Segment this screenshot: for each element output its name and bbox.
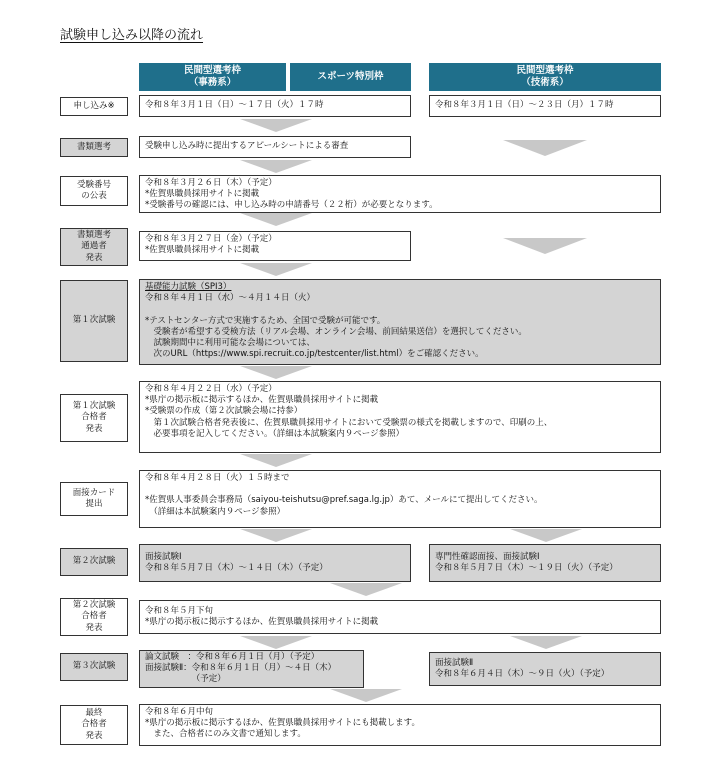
flow-arrow: [240, 454, 312, 467]
header-jimu: [139, 63, 286, 91]
label-shorui: 書類選考: [60, 138, 128, 157]
label-dai3: 第３次試験: [60, 653, 128, 681]
dai3-left-box: 論文試験 ：令和８年６月１日（月）（予定） 面接試験Ⅱ：令和８年６月１日（月）～４日（木） （予定）: [139, 650, 364, 688]
dai1-heading: 基礎能力試験（SPI3）: [145, 282, 232, 292]
mensetsu-card-box: 令和８年４月２８日（火）１５時まで *佐賀県人事委員会事務局（saiyou-teishutsu@pref.saga.lg.jp）あて、メールにて提出してください。 （詳細は本試験案内９ページ参照）: [139, 470, 661, 528]
flow-arrow: [510, 529, 582, 542]
flow-arrow: [240, 263, 312, 276]
page-title: 試験申し込み以降の流れ: [60, 28, 204, 43]
flow-arrow-gijutsu: [503, 140, 587, 156]
label-saishu: 最終 合格者 発表: [60, 705, 128, 745]
dai2-goukaku-box: 令和８年５月下旬 *県庁の掲示板に掲示するほか、佐賀県職員採用サイトに掲載: [139, 600, 661, 634]
label-dai1: 第１次試験: [60, 280, 128, 362]
flow-arrow: [240, 529, 312, 542]
dai2-left-box: 面接試験Ⅰ 令和８年５月７日（木）～１４日（木）（予定）: [139, 544, 411, 582]
header-gijutsu-line2: （技術系）: [521, 77, 569, 88]
label-shorui-tsuka: 書類選考 通過者 発表: [60, 228, 128, 266]
header-gijutsu-line1: 民間型選考枠: [516, 65, 574, 77]
dai1-body: 令和８年４月１日（水）～４月１４日（火） *テストセンター方式で実施するため、全国で受験が可能です。 受験者が希望する受検方法（リアル会場、オンライン会場、前回結果送信）を選択してください。 試験期間中に利用可能な会場については、 次のURL（https://www.spi.recruit.co.jp/testcenter/list.html）をご確認ください。: [145, 293, 527, 360]
flow-arrow-gijutsu: [503, 238, 587, 254]
juken-bangou-box: 令和８年３月２６日（木）（予定） *佐賀県職員採用サイトに掲載 *受験番号の確認には、申し込み時の申請番号（２２桁）が必要となります。: [139, 175, 661, 213]
moushikomi-left-box: 令和８年３月１日（日）～１７日（火）１７時: [139, 95, 411, 117]
flow-arrow: [240, 636, 312, 649]
moushikomi-right-box: 令和８年３月１日（日）～２３日（月）１７時: [429, 95, 661, 117]
label-mensetsu-card: 面接カード 提出: [60, 482, 128, 516]
dai3-right-box: 面接試験Ⅱ 令和８年６月４日（木）～９日（火）（予定）: [429, 652, 661, 686]
label-juken-bangou: 受験番号 の公表: [60, 176, 128, 206]
flow-arrow: [240, 119, 312, 132]
flow-arrow: [330, 689, 402, 702]
shorui-box: 受験申し込み時に提出するアピールシートによる審査: [139, 136, 411, 158]
header-sports-label: スポーツ特別枠: [317, 71, 384, 83]
flow-arrow: [510, 636, 582, 649]
flow-arrow: [330, 583, 402, 596]
saishu-box: 令和８年６月中旬 *県庁の掲示板に掲示するほか、佐賀県職員採用サイトにも掲載します。 また、合格者にのみ文書で通知します。: [139, 704, 661, 746]
label-dai2-goukaku: 第２次試験 合格者 発表: [60, 598, 128, 636]
header-sports: [290, 63, 411, 91]
dai2-right-box: 専門性確認面接、面接試験Ⅰ 令和８年５月７日（木）～１９日（火）（予定）: [429, 544, 661, 582]
flow-arrow: [240, 213, 312, 226]
header-jimu-line1: 民間型選考枠: [183, 65, 241, 77]
label-dai1-goukaku: 第１次試験 合格者 発表: [60, 394, 128, 442]
label-moushikomi: 申し込み※: [60, 97, 128, 116]
shorui-tsuka-box: 令和８年３月２７日（金）（予定） *佐賀県職員採用サイトに掲載: [139, 231, 411, 261]
dai1-goukaku-box: 令和８年４月２２日（水）（予定） *県庁の掲示板に掲示するほか、佐賀県職員採用サイトに掲載 *受験票の作成（第２次試験会場に持参） 第１次試験合格者発表後に、佐賀県職員採用サイトにおいて受験票の様式を掲載しますので、印刷の上、 必要事項を記入してください。（詳細は本試験案内９ページ参照）: [139, 381, 661, 453]
flow-arrow: [240, 160, 312, 173]
label-dai2: 第２次試験: [60, 548, 128, 576]
header-jimu-line2: （事務系）: [188, 77, 237, 88]
header-gijutsu: [429, 63, 661, 91]
dai1-box: [139, 279, 661, 365]
flow-arrow: [240, 366, 312, 379]
